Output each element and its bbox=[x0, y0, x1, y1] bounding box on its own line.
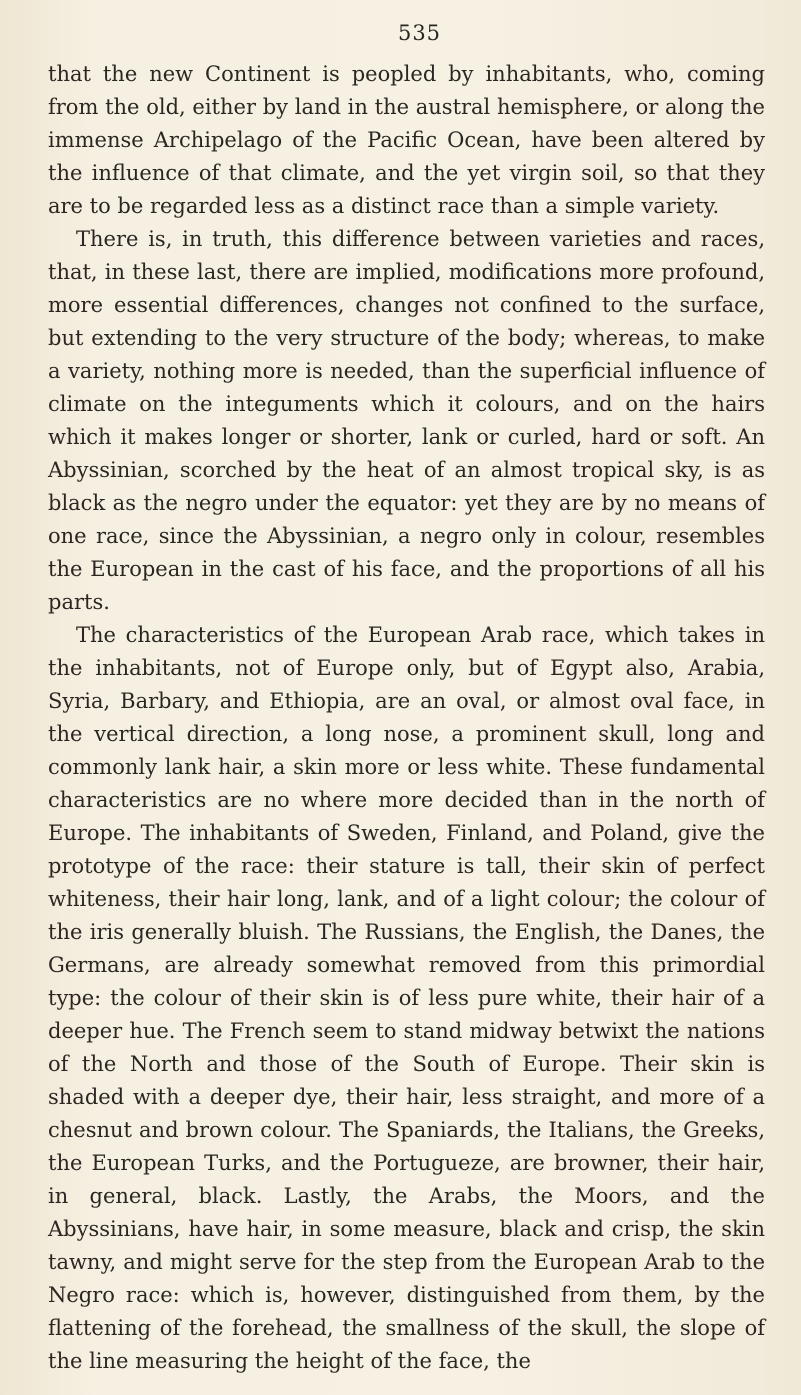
paragraph-2: There is, in truth, this difference between varieties and races, that, in these last, there are implied, modifications more profound, more essential differences, changes not confined to the surface, but extending to the very structure of the body; whereas, to make a variety, nothing more is needed, than the superficial influence of climate on the integuments which it colours, and on the hairs which it makes longer or shorter, lank or curled, hard or soft. An Abyssinian, scorched by the heat of an almost tropical sky, is as black as the negro under the equator: yet they are by no means of one race, since the Abyssinian, a negro only in colour, resembles the European in the cast of his face, and the proportions of all his parts. bbox=[48, 227, 765, 614]
paragraph-3: The characteristics of the European Arab race, which takes in the inhabitants, not of Europe only, but of Egypt also, Arabia, Syria, Barbary, and Ethiopia, are an oval, or almost oval face, in the vertical direction, a long nose, a prominent skull, long and commonly lank hair, a skin more or less white. These fundamental characteristics are no where more decided than in the north of Europe. The inhabitants of Sweden, Finland, and Poland, give the prototype of the race: their stature is tall, their skin of perfect whiteness, their hair long, lank, and of a light colour; the colour of the iris generally bluish. The Russians, the English, the Danes, the Germans, are already somewhat removed from this primordial type: the colour of their skin is of less pure white, their hair of a deeper hue. The French seem to stand midway betwixt the nations of the North and those of the South of Europe. Their skin is shaded with a deeper dye, their hair, less straight, and more of a chesnut and brown colour. The Spaniards, the Italians, the Greeks, the European Turks, and the Portugueze, are browner, their hair, in general, black. Lastly, the Arabs, the Moors, and the Abyssinians, have hair, in some measure, black and crisp, the skin tawny, and might serve for the step from the European Arab to the Negro race: which is, however, distinguished from them, by the flattening of the forehead, the smallness of the skull, the slope of the line measuring the height of the face, the bbox=[48, 623, 765, 1373]
page-number: 535 bbox=[397, 21, 442, 45]
paragraph-1: that the new Continent is peopled by inhabitants, who, coming from the old, either by land in the austral hemisphere, or along the immense Archipelago of the Pacific Ocean, have been altered by the influence of that climate, and the yet virgin soil, so that they are to be regarded less as a distinct race than a simple variety. bbox=[48, 62, 765, 218]
